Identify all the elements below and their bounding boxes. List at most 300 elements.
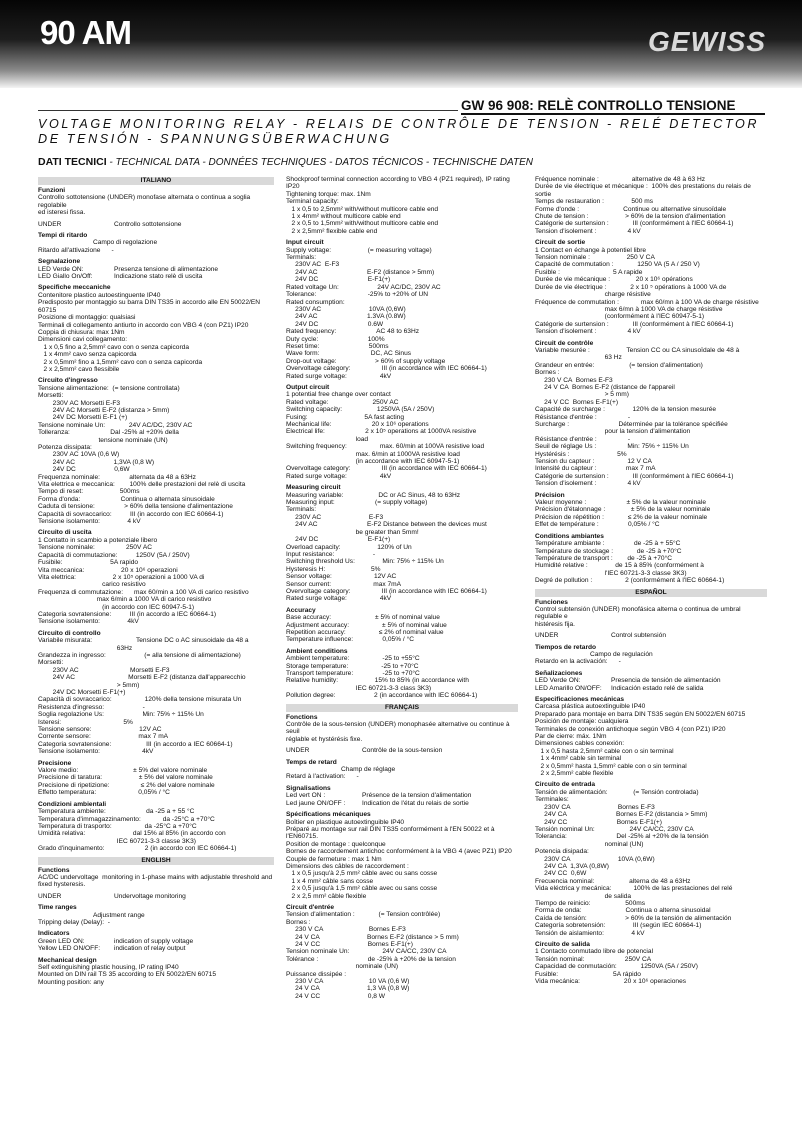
spec-line: (in accordance with IEC 60947-5-1) [286, 458, 460, 466]
spec-heading: Ambient conditions [286, 647, 348, 655]
spec-line: 24V DC Morsetti E-F1(+) [38, 689, 126, 696]
spec-line: Overvoltage category: III (in accordance with IEC 60664-1) [286, 465, 487, 473]
spec-line: 1 Contatto in scambio a potenziale libero [38, 536, 158, 544]
spec-block [535, 176, 767, 235]
spec-line: Catégorie de surtension : III (conformément à l'IEC 60664-1) [535, 220, 734, 228]
spec-line: 1 Contacto conmutado libre de potencial [535, 948, 654, 956]
spec-block [38, 801, 274, 853]
spec-line: fixed hysteresis. [38, 881, 86, 889]
spec-line: Resistenza d'ingresso: - [38, 703, 145, 711]
spec-line: 230V AC 10VA (0,6 W) [38, 451, 120, 459]
spec-block [535, 941, 767, 985]
spec-block [38, 904, 274, 926]
spec-value: Présence de la tension d'alimentation [362, 792, 472, 800]
spec-line: Frequenza di commutazione: max 60/min a 100 VA di carico resistivo [38, 588, 249, 596]
spec-line: Grandeur en entrée: (= tension d'alimentation) [535, 361, 703, 369]
spec-key: Green LED ON: [38, 937, 85, 945]
spec-row [535, 632, 767, 639]
spec-line: Dimensioni cavi collegamento: [38, 336, 128, 344]
spec-value: indication of relay output [114, 945, 186, 953]
spec-line: 2 x 0,5mm² fino a 1,5mm² cavo con o senza capicorda [38, 358, 203, 366]
spec-line: 24V DC 0.6W [286, 320, 384, 328]
spec-block [286, 785, 518, 807]
spec-line: Precisione di taratura: ± 5% del valore nominale [38, 774, 213, 782]
spec-line: 24V CA Bornes E-F2 (distancia > 5mm) [535, 811, 708, 819]
spec-line: Humidité relative : de 15 à 85% (conformément à [535, 562, 704, 570]
spec-line: Degré de pollution : 2 (conformément à l'IEC 60664-1) [535, 577, 725, 585]
spec-line: 24V AC 1.3VA (0.8W) [286, 313, 406, 321]
spec-block [535, 340, 767, 488]
spec-value: Contrôle de la sous-tension [362, 747, 443, 755]
spec-line: Préparé au montage sur rail DIN TS35 conformément à l'EN 50022 et à l'EN60715. [286, 825, 497, 841]
spec-block [38, 867, 274, 889]
spec-line: 2 x 2,5mm² cable flexible [535, 770, 614, 778]
spec-line: 24V DC Morsetti E-F1 (+) [38, 414, 128, 422]
spec-value: indication of supply voltage [114, 937, 194, 945]
spec-line: 24V AC E-F2 (distance > 5mm) [286, 268, 435, 276]
spec-value: Undervoltage monitoring [114, 892, 186, 900]
spec-heading: Circuito de salida [535, 941, 590, 948]
spec-block [286, 811, 518, 900]
spec-line: Dimensions des câbles de raccordement : [286, 862, 409, 870]
spec-block [286, 648, 518, 700]
spec-line: Tensión de alimentación: (= Tensión controlada) [535, 788, 699, 796]
spec-line: de salida [535, 892, 632, 900]
spec-block [38, 930, 274, 952]
spec-line: 230 V CA Bornes E-F3 [535, 376, 613, 384]
spec-value: Presencia de tensión de alimentación [611, 677, 721, 685]
spec-line: Categoria sovratensione: III (in accordo a IEC 60664-1) [38, 610, 217, 618]
spec-line: Température ambiante : de -25 à + 55°C [535, 540, 681, 548]
spec-value: Indicazione stato relè di uscita [114, 273, 203, 281]
spec-line: IEC 60721-3-3 class 3K3) [286, 684, 432, 692]
spec-line: Potenza dissipata: [38, 444, 92, 451]
model-title: GW 96 908: RELÈ CONTROLLO TENSIONE [461, 98, 736, 113]
spec-line: Preparado para montaje en barra DIN TS35 según EN 50022/EN 60715 [535, 710, 746, 718]
spec-line: 24 V CA Bornes E-F2 (distance de l'appareil [535, 383, 675, 391]
spec-line: Soglia regolazione Us: Min: 75% ÷ 115% Un [38, 711, 204, 719]
spec-line: Forma de onda: Continua o alterna sinusoidal [535, 907, 711, 915]
spec-line: Bornes de raccordement antichoc conformément à la VBG 4 (avec PZ1) IP20 [286, 848, 512, 856]
spec-heading: Especificaciones mecánicas [535, 696, 625, 703]
spec-heading: Circuito d'ingresso [38, 377, 98, 385]
spec-line: 2 x 0,5 to 1,5mm² with/without multicore cable end [286, 220, 439, 228]
spec-heading: Precisione [38, 759, 72, 767]
spec-key: Led vert ON : [286, 792, 326, 800]
spec-line: nominal (UN) [535, 840, 644, 848]
spec-line: Vida mecánica: 20 x 10⁶ operaciones [535, 978, 687, 986]
spec-line: Self extinguishing plastic housing, IP rating IP40 [38, 964, 179, 971]
spec-key: UNDER [38, 220, 62, 228]
spec-line: pour la tension d'alimentation [535, 428, 691, 436]
spec-line: Morsetti: [38, 392, 64, 400]
spec-block [38, 529, 274, 625]
spec-line: Wave form: DC, AC Sinus [286, 350, 412, 358]
spec-block [286, 904, 518, 1000]
spec-line: Fusible: 5A rápido [535, 970, 641, 978]
spec-key: LED Giallo On/Off: [38, 273, 93, 281]
spec-heading: Tiempos de retardo [535, 643, 597, 651]
spec-block [38, 284, 274, 373]
spec-line: Effetto temperatura: 0,05% / °C [38, 789, 170, 797]
spec-row [286, 800, 518, 807]
spec-line: Tension d'alimentation : (= Tension contrôlée) [286, 911, 441, 919]
spec-line: max. 6/min at 1000VA resistive load [286, 450, 460, 458]
spec-line: Tension d'isolement : 4 kV [535, 227, 641, 235]
spec-line: 1 x 4 mm² câble sans cosse [286, 877, 374, 885]
spec-row [286, 792, 518, 799]
spec-line: Précision de répétition : ≤ 2% de la valeur nominale [535, 513, 708, 521]
spec-block [535, 599, 767, 629]
spec-line: Mounted on DIN rail TS 35 according to EN 50022/EN 60715 [38, 971, 217, 979]
spec-key: LED Verde ON: [38, 265, 84, 273]
spec-row [38, 945, 274, 952]
spec-line: Capacidad de conmutación: 1250VA (5A / 250V) [535, 963, 698, 971]
spec-row [38, 273, 274, 280]
spec-line: Par de cierre: máx. 1Nm [535, 733, 607, 741]
spec-line: Corrente sensore: max 7 mA [38, 733, 169, 741]
spec-heading: Functions [38, 866, 70, 874]
spec-line: Température de transport : de -25 à +70°C [535, 554, 672, 562]
spec-line: Terminales de conexión antichoque según VBG 4 (con PZ1) IP20 [535, 725, 726, 733]
dati-tecnici-label: DATI TECNICI [38, 156, 107, 168]
spec-line: 24 V CC Bornes E-F1(+) [535, 398, 619, 406]
spec-line: 2 x 2,5mm² flexible cable end [286, 227, 378, 235]
spec-line: Retard à l'activation: - [286, 773, 359, 781]
spec-line: Capacité de commutation : 1250 VA (5 A / 250 V) [535, 261, 700, 269]
spec-line: Controllo sottotensione (UNDER) monofase alternata o continua a soglia regolabile [38, 194, 253, 209]
spec-line: 24V DC E-F1(+) [286, 276, 391, 284]
spec-line: Tension d'isolement : 4 kV [535, 328, 641, 336]
spec-heading: Señalizaciones [535, 669, 583, 677]
spec-line: max 6/mn à 1000 VA de charge résistive [535, 305, 723, 313]
spec-line: Caduta di tensione: > 60% della tensione d'alimentazione [38, 503, 233, 511]
spec-line: Hystérésis : 5% [535, 450, 627, 458]
spec-line: Tensión nominal Un: 24V CA/CC, 230V CA [535, 825, 694, 833]
spec-block [535, 533, 767, 585]
spec-row [38, 266, 274, 273]
spec-line: IEC 60721-3-3 classe 3K3) [38, 837, 196, 845]
spec-line: Tensión nominal: 250V CA [535, 955, 652, 963]
spec-line: Mechanical life: 20 x 10⁶ operations [286, 421, 429, 428]
spec-line: Temperatura ambiente: da -25 a + 55 °C [38, 808, 195, 816]
spec-line: Adjustment range [38, 911, 145, 919]
spec-line: Temps de restauration : 500 ms [535, 198, 654, 206]
spec-line: Tempo di reset: 500ms [38, 488, 140, 496]
model-title-underline [461, 113, 765, 115]
spec-line: Capacità di sovraccarico: III (in accordo con IEC 60664-1) [38, 510, 224, 518]
spec-heading: Tempi di ritardo [38, 232, 88, 240]
spec-line: Fréquence de commutation : max 60/mn à 100 VA de charge résistive [535, 298, 759, 306]
spec-column-3 [535, 176, 767, 989]
spec-line: Dimensiones cables conexión: [535, 740, 625, 748]
spec-line: Storage temperature: -25 to +70°C [286, 662, 419, 670]
spec-block [535, 644, 767, 666]
spec-line: 1 Contact en échange à potentiel libre [535, 246, 647, 254]
spec-row [535, 677, 767, 684]
spec-line: AC/DC undervoltage monitoring in 1-phase mains with adjustable threshold and [38, 873, 273, 881]
spec-line: > 5mm) [38, 681, 140, 689]
spec-line: Input resistance: - [286, 550, 376, 558]
spec-heading: Fonctions [286, 713, 318, 721]
language-section-header: ITALIANO [38, 177, 274, 185]
spec-line: Mounting position: any [38, 978, 104, 986]
spec-line: Chute de tension : > 60% de la tension d'alimentation [535, 213, 726, 221]
spec-line: Temperatura di trasporto: da -25°C a +70°C [38, 822, 197, 830]
spec-value: Control subtensión [611, 632, 666, 640]
title-rule [38, 110, 458, 111]
spec-column-1 [38, 176, 274, 990]
spec-line: Tolerancia: Del -25% al +20% de la tensión [535, 833, 709, 841]
spec-line: Terminal capacity: [286, 198, 339, 206]
spec-line: Temperature influence: 0,05% / °C [286, 636, 414, 644]
spec-line: l'IEC 60721-3-3 classe 3K3) [535, 569, 687, 577]
spec-block [38, 760, 274, 797]
language-section-header: FRANÇAIS [286, 704, 518, 712]
spec-line: histéresis fija. [535, 620, 575, 628]
spec-line: Tensione isolamento: 4 kV [38, 518, 141, 526]
spec-line: Frecuencia nominal: alterna de 48 a 63Hz [535, 877, 691, 885]
spec-block [286, 239, 518, 380]
spec-line: 24V AC Morsetti E-F2 (distanza dall'apparecchio [38, 674, 246, 682]
spec-line: Fréquence nominale : alternative de 48 à 63 Hz [535, 176, 706, 183]
spec-line: Résistance d'entrée : - [535, 413, 631, 421]
spec-block [286, 759, 518, 781]
spec-line: Campo di regolazione [38, 239, 158, 247]
spec-block [535, 239, 767, 335]
spec-line: Measuring variable: DC or AC Sinus, 48 to 63Hz [286, 491, 461, 499]
spec-line: 230V AC E-F3 [286, 513, 384, 521]
spec-line: Position de montage : quelconque [286, 840, 386, 848]
spec-line: Seuil de réglage Us : Min: 75% ÷ 115% Un [535, 443, 689, 451]
spec-line: Drop-out voltage: > 60% of supply voltage [286, 357, 446, 365]
spec-line: 63 Hz [535, 354, 622, 362]
spec-row [38, 893, 274, 900]
spec-line: Rated frequency: AC 48 to 63Hz [286, 328, 420, 336]
spec-line: 63Hz [38, 644, 133, 652]
spec-heading: Output circuit [286, 383, 330, 391]
spec-line: Categoría sobretensión: III (según IEC 60664-1) [535, 922, 702, 930]
spec-line: Contenitore plastico autoestinguente IP40 [38, 291, 161, 299]
spec-line: Intensité du capteur : max 7 mA [535, 465, 656, 473]
spec-line: Repetition accuracy: ≤ 2% of nominal value [286, 628, 444, 636]
spec-line: (conformément à l'IEC 60947-5-1) [535, 313, 705, 321]
spec-line: Température de stockage : de -25 à +70°C [535, 547, 682, 555]
spec-line: Campo de regulación [535, 650, 653, 658]
spec-line: 24V CC Bornes E-F1(+) [535, 818, 662, 826]
spec-heading: Time ranges [38, 904, 77, 912]
spec-value: Indication de l'état du relais de sortie [362, 799, 469, 807]
spec-line: Terminali di collegamento antiurto in accordo con VBG 4 (con PZ1) IP20 [38, 321, 249, 329]
spec-line: Bornes : [535, 369, 560, 377]
spec-block [38, 221, 274, 228]
spec-line: Durée de vie électrique et mécanique : 100% des prestations du relais de sortie [535, 183, 753, 198]
spec-line: Electrical life: 2 x 10⁵ operations at 1000VA resistive [286, 428, 477, 436]
spec-line: Caída de tensión: > 60% de la tensión de alimentación [535, 914, 732, 922]
spec-heading: Circuit de contrôle [535, 339, 594, 347]
spec-line: Overload capacity: 120% of Un [286, 543, 412, 551]
spec-line: ed isteresi fissa. [38, 209, 86, 217]
spec-line: Temperatura d'immagazzinamento: da -25°C a +70°C [38, 815, 215, 823]
spec-line: 24 V CA 1,3 VA (0,8 W) [286, 985, 410, 993]
spec-line: Tightening torque: max. 1Nm [286, 190, 371, 198]
technical-data-heading [38, 156, 533, 168]
spec-heading: Temps de retard [286, 758, 337, 766]
spec-line: 1 x 0,5 jusqu'à 2,5 mm² câble avec ou sans cosse [286, 870, 438, 878]
spec-block [286, 176, 518, 235]
spec-line: Tensión de aislamiento: 4 kV [535, 929, 645, 937]
spec-line: Grado d'inquinamento: 2 (in accordo con IEC 60664-1) [38, 845, 237, 853]
spec-line: 230V CA Bornes E-F3 [535, 803, 655, 811]
spec-line: Overvoltage category: III (in accordance with IEC 60664-1) [286, 365, 487, 373]
spec-line: 230V AC Morsetti E-F3 [38, 666, 170, 674]
spec-line: charge résistive [535, 291, 651, 299]
spec-line: Switching threshold Us: Min: 75% ÷ 115% Un [286, 558, 444, 566]
spec-line: Valore medio: ± 5% del valore nominale [38, 767, 208, 775]
spec-line: 230 V CA 10 VA (0,6 W) [286, 978, 410, 986]
spec-block [535, 670, 767, 692]
spec-line: Catégorie de surtension : III (conformément à l'IEC 60664-1) [535, 472, 734, 480]
spec-line: Forma d'onda: Continua o alternata sinusoidale [38, 495, 215, 503]
spec-heading: Condizioni ambientali [38, 800, 107, 808]
spec-line: 2 x 2,5 mm² câble flexible [286, 892, 367, 900]
spec-block [38, 377, 274, 525]
spec-line: Précision d'étalonnage : ± 5% de la valeur nominale [535, 506, 711, 514]
spec-line: 1 potential free change over contact [286, 391, 391, 399]
spec-line: Categoria sovratensione: III (in accordo a IEC 60664-1) [38, 740, 233, 748]
spec-line: Contrôle de la sous-tension (UNDER) monophasée alternative ou continue à seuil [286, 721, 512, 736]
spec-heading: Indicators [38, 930, 70, 938]
spec-heading: Précision [535, 491, 565, 499]
spec-line: Tensione nominale Un: 24V AC/DC, 230V AC [38, 421, 193, 429]
spec-line: réglable et hystérésis fixe. [286, 735, 363, 743]
spec-block [535, 696, 767, 777]
spec-line: Duty cycle: 100% [286, 335, 385, 343]
language-section-header: ESPAÑOL [535, 589, 767, 597]
spec-line: Control subtensión (UNDER) monofásica alterna o continua de umbral regulable e [535, 605, 743, 621]
spec-line: Switching frequency: max. 60/min at 100VA resistive load [286, 443, 485, 451]
spec-line: Capacità di sovraccarico: 120% della tensione misurata Un [38, 696, 242, 704]
spec-line: Posición de montaje: cualquiera [535, 718, 629, 726]
spec-block [38, 630, 274, 756]
spec-line: Umidità relativa: dal 15% al 85% (in accordo con [38, 830, 226, 838]
spec-line: 2 x 0,5mm² hasta 1,5mm² cable con o sin terminal [535, 762, 687, 770]
spec-line: Tension du capteur : 12 V CA [535, 458, 652, 466]
spec-key: UNDER [286, 747, 310, 755]
spec-block [286, 607, 518, 644]
spec-line: Coppia di chiusura: max 1Nm [38, 328, 125, 336]
spec-line: Overvoltage category: III (in accordance with IEC 60664-1) [286, 587, 487, 595]
spec-line: Sensor current: max 7mA [286, 580, 402, 588]
spec-line: Fusing: 5A fast acting [286, 413, 405, 421]
spec-line: > 5 mm) [535, 391, 629, 399]
spec-block [535, 781, 767, 937]
spec-line: Tension nominale : 250 V CA [535, 254, 655, 262]
spec-line: 24V DC 0,6W [38, 466, 130, 474]
spec-key: Yellow LED ON/OFF: [38, 945, 101, 953]
spec-line: load [286, 435, 369, 443]
spec-line: 2 x 2,5mm² cavo flessibile [38, 365, 120, 373]
spec-heading: Circuito de entrada [535, 781, 596, 789]
spec-block [286, 747, 518, 754]
spec-line: Vita elettrica e meccanica: 100% delle prestazioni del relè di uscita [38, 481, 246, 489]
spec-key: Led jaune ON/OFF : [286, 799, 346, 807]
spec-heading: Funzioni [38, 187, 66, 194]
spec-block [38, 957, 274, 987]
spec-line: Tensione sensore: 12V AC [38, 726, 162, 734]
spec-line: Pollution degree: 2 (in accordance with IEC 60664-1) [286, 692, 478, 700]
spec-line: Bornes : [286, 918, 311, 926]
spec-line: Rated voltage Un: 24V AC/DC, 230V AC [286, 283, 441, 291]
spec-line: Champ de réglage [286, 766, 396, 774]
spec-key: UNDER [38, 892, 62, 900]
spec-line: tensione nominale (UN) [38, 436, 168, 444]
spec-key: LED Verde ON: [535, 677, 581, 685]
spec-value: Controllo sottotensione [114, 220, 182, 228]
spec-line: Vita elettrica: 2 x 10⁵ operazioni a 1000 VA di [38, 573, 205, 581]
spec-line: Ritardo all'attivazione - [38, 246, 114, 254]
spec-line: 24V DC E-F1(+) [286, 536, 391, 544]
spec-block [38, 232, 274, 254]
spec-line: Tension d'isolement : 4 kV [535, 480, 641, 488]
spec-line: Rated surge voltage: 4kV [286, 372, 392, 380]
spec-line: Terminals: [286, 254, 317, 262]
language-section-header: ENGLISH [38, 857, 274, 865]
spec-line: Effet de température : 0,05% / °C [535, 521, 660, 529]
spec-line: Ambient temperature: -25 to +55°C [286, 655, 420, 663]
spec-line: Transport temperature: -25 to +70°C [286, 670, 420, 677]
spec-row [535, 685, 767, 692]
spec-line: Supply voltage: (= measuring voltage) [286, 246, 432, 254]
spec-line: Tolérance : de -25% à +20% de la tension [286, 955, 456, 963]
spec-line: 1 x 0,5 hasta 2,5mm² cable con o sin terminal [535, 747, 674, 755]
spec-line: 2 x 0,5 jusqu'à 1,5 mm² câble avec ou sans cosse [286, 885, 438, 893]
spec-line: Variabile misurata: Tensione DC o AC sinusoidale da 48 a [38, 637, 249, 645]
spec-block [38, 258, 274, 280]
dati-tecnici-translations: - TECHNICAL DATA - DONNÉES TECHNIQUES - DATOS TÉCNICOS - TECHNISCHE DATEN [106, 157, 533, 168]
spec-line: 24V CA 1,3VA (0,8W) [535, 862, 609, 870]
spec-value: Presenza tensione di alimentazione [114, 265, 219, 273]
spec-heading: Signalisations [286, 784, 331, 792]
spec-line: Switching capacity: 1250VA (5A / 250V) [286, 406, 435, 414]
spec-line: Tensione isolamento: 4kV [38, 748, 154, 756]
spec-heading: Input circuit [286, 239, 324, 247]
spec-heading: Accuracy [286, 606, 316, 614]
spec-line: Durée de vie électrique : 2 x 10 ⁵ opérations à 1000 VA de [535, 283, 727, 291]
spec-line: Vida eléctrica y mecánica: 100% de las prestaciones del relé [535, 885, 733, 893]
spec-line: Forme d'onde : Continue ou alternative sinusoïdale [535, 205, 727, 213]
spec-heading: Mechanical design [38, 956, 97, 964]
spec-heading: Spécifications mécaniques [286, 811, 371, 819]
spec-line: Terminales: [535, 796, 569, 804]
spec-heading: Circuito di controllo [38, 629, 101, 637]
spec-block [535, 632, 767, 639]
spec-value: Indicación estado relé de salida [611, 684, 704, 692]
spec-line: Rated surge voltage: 4kV [286, 595, 392, 603]
spec-heading: Circuit de sortie [535, 239, 586, 247]
spec-line: 230V AC E-F3 [286, 261, 340, 269]
spec-line: Durée de vie mécanique : 20 x 10⁶ opérations [535, 276, 693, 284]
spec-line: 24V CC 0,6W [535, 870, 587, 878]
spec-line: Tolleranza: Dal -25% al +20% della [38, 429, 179, 437]
spec-line: nominale (UN) [286, 963, 399, 971]
spec-line: Posizione di montaggio: qualsiasi [38, 314, 136, 322]
spec-line: 24V AC Morsetti E-F2 (distanza > 5mm) [38, 406, 170, 414]
spec-line: Hysteresis H: 5% [286, 565, 381, 573]
spec-line: Variable mesurée : Tension CC ou CA sinusoïdale de 48 à [535, 346, 740, 354]
spec-line: Adjustment accuracy: ± 5% of nominal value [286, 621, 447, 629]
spec-line: 1 x 4mm² cavo senza capicorda [38, 351, 137, 359]
